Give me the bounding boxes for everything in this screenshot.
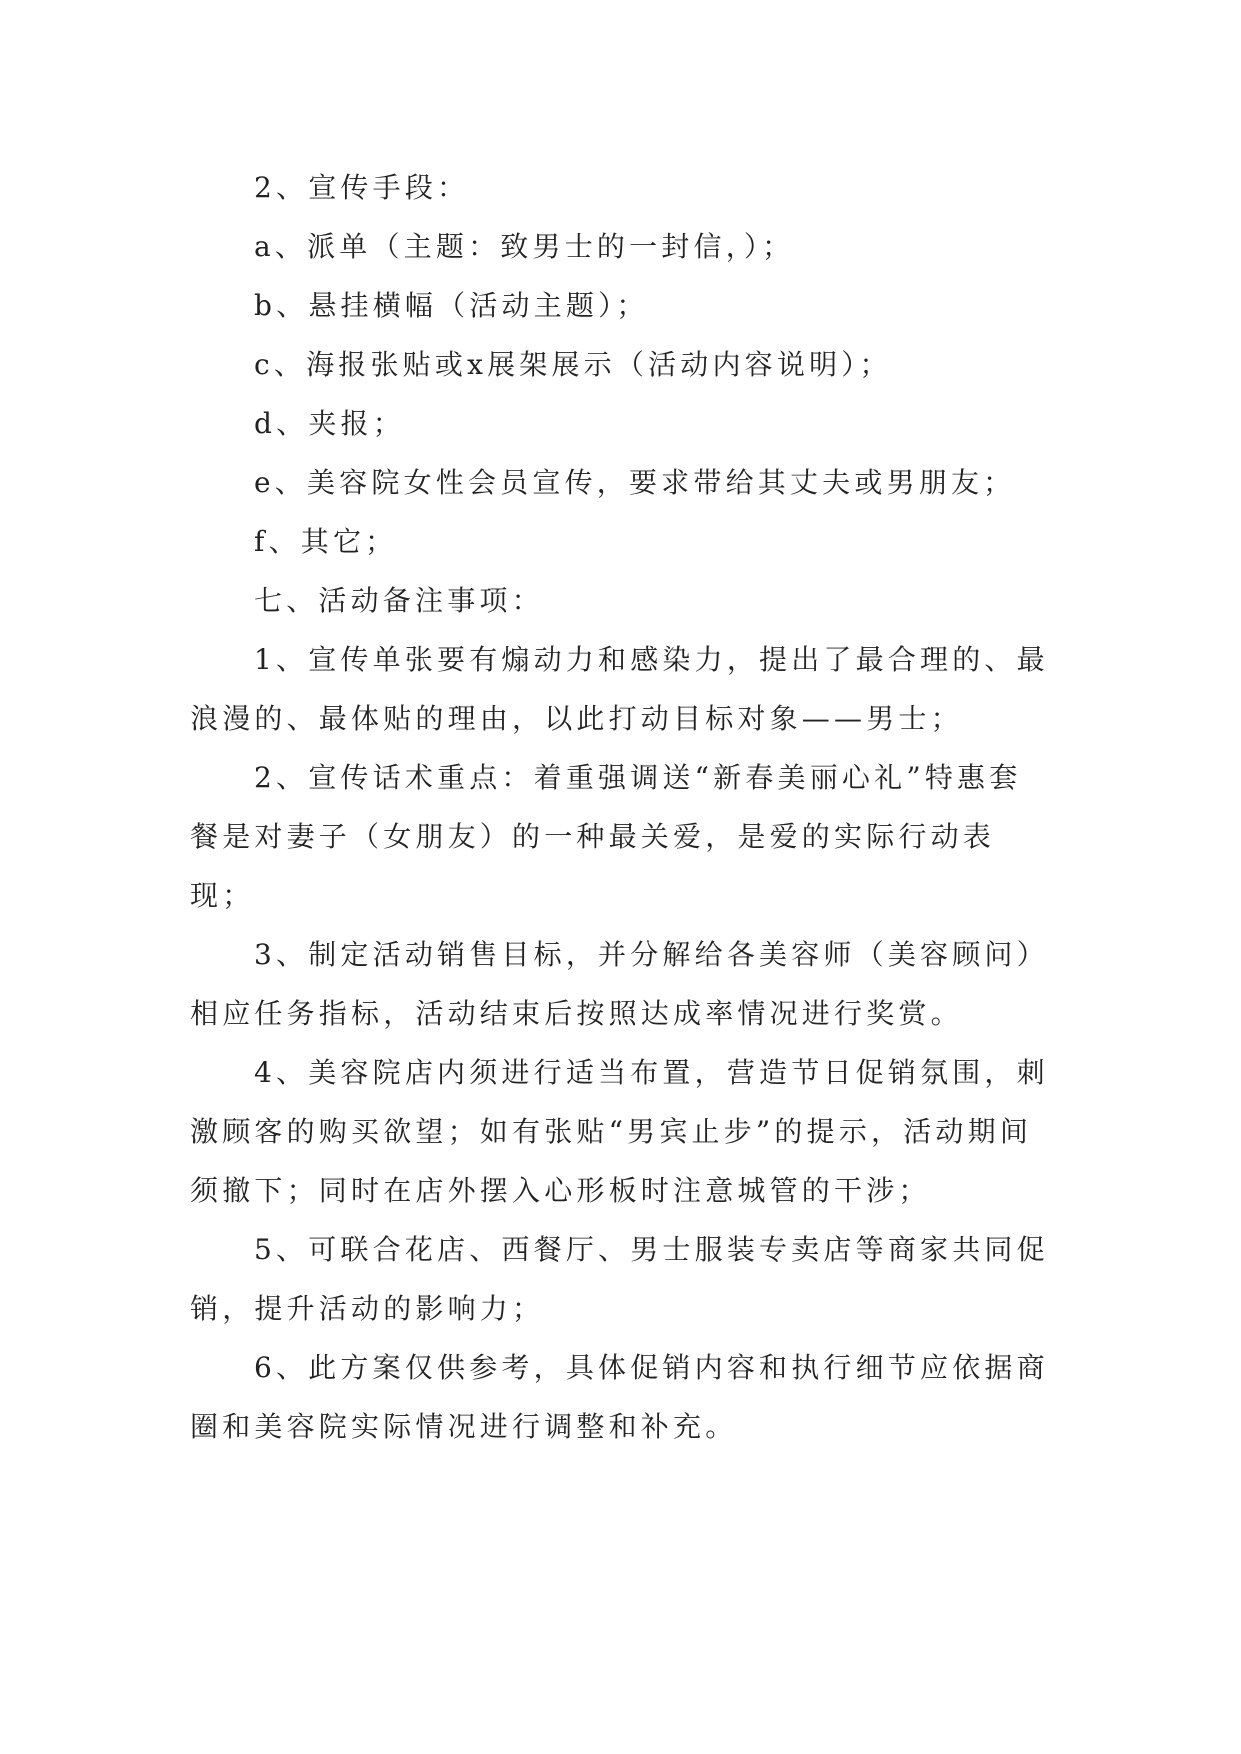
paragraph-note-5: 5、可联合花店、西餐厅、男士服装专卖店等商家共同促销，提升活动的影响力；	[190, 1233, 1049, 1325]
document-body	[190, 158, 1052, 1456]
paragraph-promo-means: 2、宣传手段：	[254, 171, 470, 204]
paragraph-item-c: c、海报张贴或x展架展示（活动内容说明）；	[254, 348, 892, 381]
paragraph-item-f: f、其它；	[254, 525, 398, 558]
paragraph-note-6: 6、此方案仅供参考，具体促销内容和执行细节应依据商圈和美容院实际情况进行调整和补充。	[190, 1351, 1049, 1443]
paragraph-item-b: b、悬挂横幅（活动主题）；	[254, 289, 649, 322]
paragraph-item-a: a、派单（主题：致男士的一封信，）；	[254, 230, 795, 263]
paragraph-note-2: 2、宣传话术重点：着重强调送“新春美丽心礼”特惠套餐是对妻子（女朋友）的一种最关爱，是爱的实际行动表现；	[190, 761, 1022, 912]
paragraph-note-4: 4、美容院店内须进行适当布置，营造节日促销氛围，刺激顾客的购买欲望；如有张贴“男宾止步”的提示，活动期间须撤下；同时在店外摆入心形板时注意城管的干涉；	[190, 1056, 1049, 1207]
paragraph-item-d: d、夹报；	[254, 407, 405, 440]
section-heading-notes: 七、活动备注事项：	[254, 584, 544, 617]
paragraph-note-3: 3、制定活动销售目标，并分解给各美容师（美容顾问）相应任务指标，活动结束后按照达成率情况进行奖赏。	[190, 938, 1049, 1030]
paragraph-note-1: 1、宣传单张要有煽动力和感染力，提出了最合理的、最浪漫的、最体贴的理由，以此打动目标对象——男士；	[190, 643, 1049, 735]
paragraph-item-e: e、美容院女性会员宣传，要求带给其丈夫或男朋友；	[254, 466, 1016, 499]
